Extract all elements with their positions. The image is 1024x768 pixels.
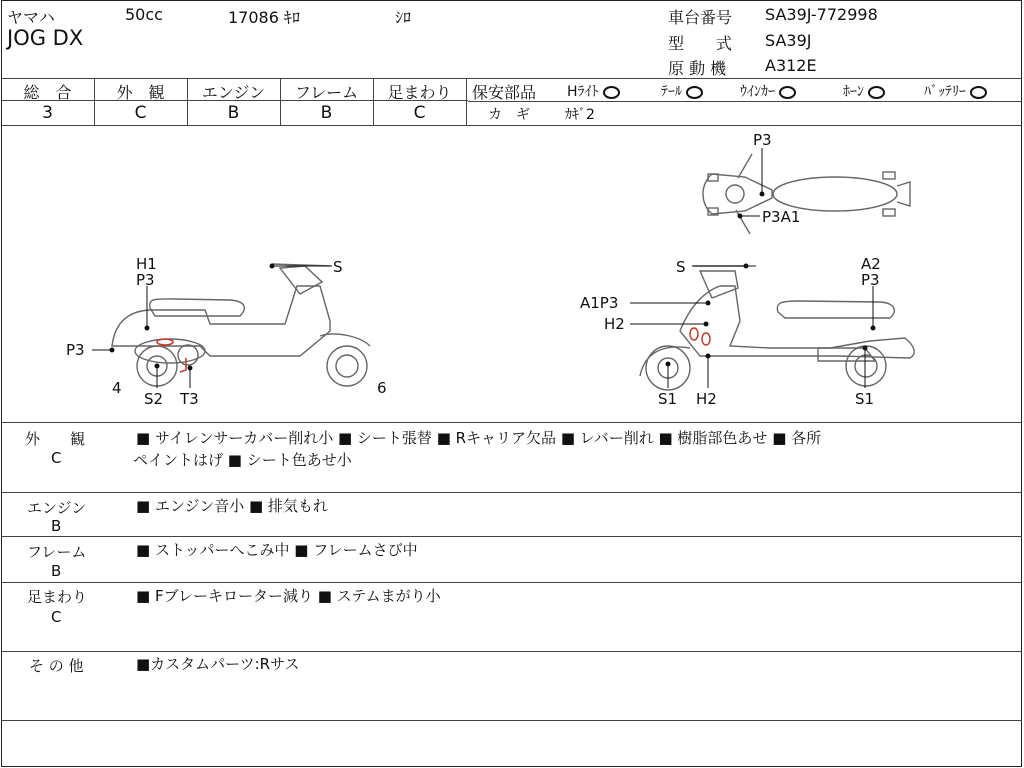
suspension-notes-grade: C [51, 608, 62, 626]
frame-grade: B [320, 103, 333, 123]
label-t3: T3 [180, 390, 199, 408]
divider [466, 78, 467, 125]
label-top-p3: P3 [753, 131, 772, 149]
divider [1, 720, 1022, 721]
type-value: SA39J [765, 31, 812, 50]
model-name: JOG DX [7, 26, 84, 50]
other-notes-text: ■カスタムパーツ:Rサス [136, 655, 300, 673]
maker: ヤマハ [7, 8, 55, 27]
other-notes-label: そ の 他 [29, 657, 84, 675]
engine-grade: B [227, 103, 240, 123]
exterior-notes-line2: ペイントはげ ■ シート色あせ小 [133, 451, 352, 469]
exterior-grade: C [134, 103, 147, 123]
frame-number: SA39J-772998 [765, 5, 878, 24]
label-right-s1-front: S1 [658, 390, 678, 408]
divider [1, 582, 1022, 583]
engine-notes-grade: B [51, 517, 62, 535]
exterior-grade-label: 外 観 [116, 83, 165, 102]
safety-winker: ｳｲﾝｶｰ [740, 81, 796, 101]
damage-mark [702, 333, 710, 345]
suspension-notes-label: 足まわり [27, 588, 88, 606]
engine-notes-label: エンジン [27, 499, 87, 517]
safety-horn: ﾎｰﾝ [843, 81, 885, 101]
suspension-grade: C [413, 103, 426, 123]
ok-circle-icon [970, 86, 987, 99]
frame-notes-grade: B [51, 562, 62, 580]
label-s2: S2 [144, 390, 164, 408]
exterior-notes-label: 外 観 [25, 430, 86, 448]
engine-model-label: 原 動 機 [668, 59, 727, 78]
engine-grade-label: エンジン [201, 83, 266, 102]
label-a1p3: A1P3 [580, 294, 619, 312]
label-left-4: 4 [112, 379, 122, 397]
label-right-h2-bottom: H2 [696, 390, 717, 408]
key-label: カ ギ [488, 107, 530, 123]
divider [1, 651, 1022, 652]
label-left-p3-side: P3 [66, 341, 85, 359]
divider [1, 536, 1022, 537]
label-left-s: S [333, 258, 343, 276]
safety-taillight: ﾃｰﾙ [661, 81, 703, 101]
ok-circle-icon [686, 86, 703, 99]
key-value: ｶｷﾞ2 [565, 107, 595, 123]
suspension-notes-text: ■ Fブレーキローター減り ■ ステムまがり小 [136, 587, 441, 605]
safety-headlight: Hﾗｲﾄ [567, 81, 620, 101]
damage-diagram [0, 126, 1024, 422]
safety-battery: ﾊﾞｯﾃﾘｰ [924, 81, 987, 101]
suspension-grade-label: 足まわり [387, 83, 452, 102]
safety-parts-label: 保安部品 [472, 83, 537, 102]
mileage: 17086 ｷﾛ [228, 8, 300, 27]
label-h1: H1 [136, 255, 157, 273]
ok-circle-icon [868, 86, 885, 99]
frame-number-label: 車台番号 [668, 8, 733, 27]
engine-notes-text: ■ エンジン音小 ■ 排気もれ [136, 497, 328, 515]
label-left-p3: P3 [136, 271, 155, 289]
ok-circle-icon [779, 86, 796, 99]
ok-circle-icon [603, 86, 620, 99]
divider [1, 492, 1022, 493]
engine-model: A312E [765, 56, 817, 75]
divider [1, 422, 1022, 423]
label-a2: A2 [861, 255, 881, 273]
displacement: 50cc [125, 5, 163, 24]
overall-grade-label: 総 合 [23, 83, 72, 102]
frame-grade-label: フレーム [294, 83, 359, 102]
divider [468, 101, 1022, 102]
label-right-h2: H2 [604, 315, 625, 333]
exterior-notes-line1: ■ サイレンサーカバー削れ小 ■ シート張替 ■ Rキャリア欠品 ■ レバー削れ ■ 樹脂部色あせ ■ 各所 [136, 429, 822, 447]
label-right-p3: P3 [861, 271, 880, 289]
scooter-top-view [703, 154, 910, 234]
divider [1, 78, 1022, 79]
label-left-6: 6 [377, 379, 387, 397]
label-right-s: S [676, 258, 686, 276]
type-label: 型 式 [668, 34, 733, 53]
label-top-p3a1: P3A1 [762, 208, 801, 226]
exterior-notes-grade: C [51, 449, 62, 467]
frame-notes-label: フレーム [27, 543, 87, 561]
color: ｼﾛ [395, 8, 412, 27]
label-right-s1-rear: S1 [855, 390, 875, 408]
damage-mark [157, 339, 173, 345]
overall-grade: 3 [42, 103, 53, 123]
frame-notes-text: ■ ストッパーへこみ中 ■ フレームさび中 [136, 541, 418, 559]
damage-mark [690, 328, 698, 340]
